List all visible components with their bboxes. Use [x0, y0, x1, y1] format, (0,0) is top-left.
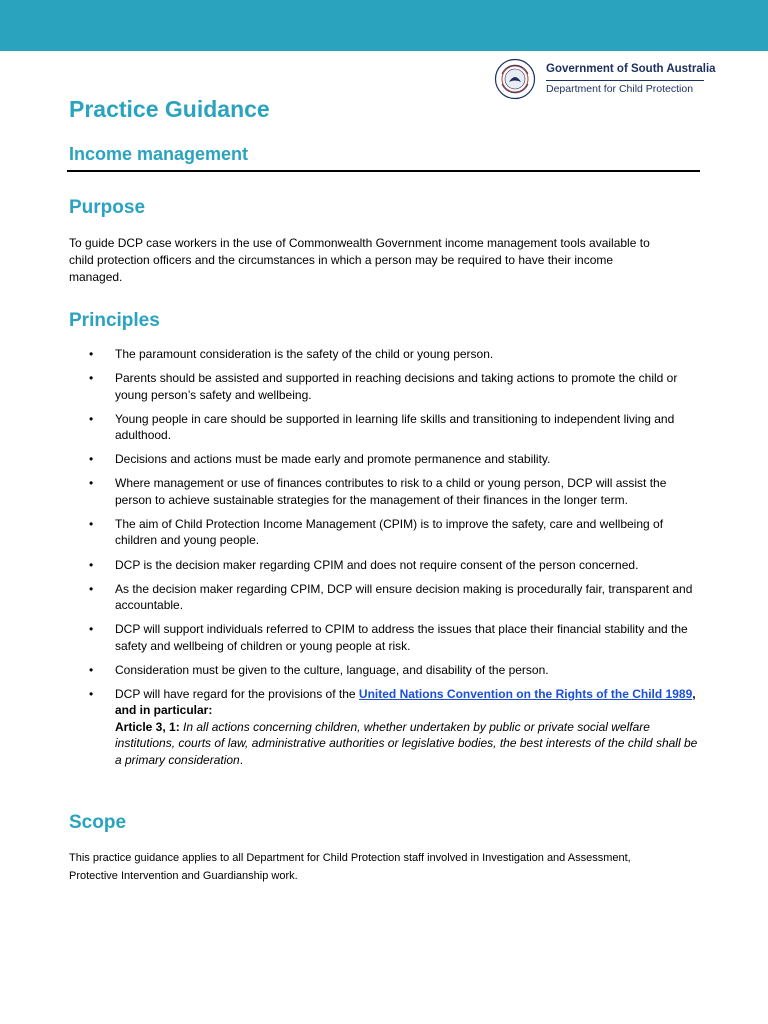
list-item-text: As the decision maker regarding CPIM, DCP will ensure decision making is procedurally fair, transparent and accountable.	[115, 581, 693, 613]
list-item-text: Where management or use of finances contributes to risk to a child or young person, DCP will assist the person to achieve sustainable strategies for the management of their finances in the longer term.	[115, 476, 667, 507]
list-item	[69, 475, 701, 508]
list-item-convention	[69, 686, 701, 769]
list-item	[69, 557, 701, 574]
list-item	[69, 621, 701, 654]
bullet-icon: •	[89, 662, 94, 677]
bullet-icon: •	[89, 411, 94, 426]
logo-divider	[546, 80, 704, 81]
list-item	[69, 346, 701, 363]
convention-suffix: , and in particular:	[115, 686, 696, 718]
convention-prefix: DCP will have regard for the provisions of the	[115, 686, 359, 701]
bullet-icon: •	[89, 557, 94, 572]
scope-heading: Scope	[69, 812, 127, 833]
list-item-text: The paramount consideration is the safety of the child or young person.	[115, 347, 494, 361]
principles-list	[69, 346, 701, 776]
bullet-icon: •	[89, 622, 94, 637]
list-item-text: The aim of Child Protection Income Management (CPIM) is to improve the safety, care and wellbeing of children and young people.	[115, 516, 664, 548]
list-item	[69, 411, 701, 444]
list-item-text: Parents should be assisted and supported in reaching decisions and taking actions to promote the child or young person’s safety and wellbeing.	[115, 371, 678, 402]
list-item-text: DCP is the decision maker regarding CPIM and does not require consent of the person concerned.	[115, 557, 639, 572]
list-item-text: DCP will support individuals referred to CPIM to address the issues that place their financial stability and the safety and wellbeing of children or young people at risk.	[115, 622, 688, 653]
government-name: Government of South Australia	[546, 63, 716, 75]
article-label: Article 3, 1:	[115, 719, 184, 734]
government-logo	[494, 58, 716, 100]
list-item-text: Decisions and actions must be made early and promote permanence and stability.	[115, 452, 551, 467]
bullet-icon: •	[89, 476, 94, 491]
page-title: Practice Guidance	[69, 96, 270, 122]
purpose-text: To guide DCP case workers in the use of Commonwealth Government income management tools available to child protection officers and the circumstances in which a person may be required to have their income managed.	[69, 236, 650, 284]
list-item	[69, 370, 701, 403]
list-item-text: Young people in care should be supported in learning life skills and transitioning to independent living and adulthood.	[115, 411, 675, 443]
bullet-icon: •	[89, 371, 94, 386]
department-name: Department for Child Protection	[546, 82, 694, 95]
list-item	[69, 451, 701, 468]
purpose-heading: Purpose	[69, 197, 146, 218]
list-item	[69, 516, 701, 549]
page-subtitle: Income management	[69, 144, 249, 164]
scope-text: This practice guidance applies to all Department for Child Protection staff involved in Investigation and Assessment, Protective Intervention and Guardianship work.	[69, 852, 631, 882]
bullet-icon: •	[89, 686, 94, 701]
list-item-text: Consideration must be given to the culture, language, and disability of the person.	[115, 662, 549, 677]
article-end: .	[239, 752, 244, 767]
header-band	[0, 0, 768, 51]
list-item	[69, 581, 701, 614]
article-text: In all actions concerning children, whether undertaken by public or private social welfare institutions, courts of law, administrative authorities or legislative bodies, the best interests of the child shall be a primary consideration	[115, 719, 698, 767]
list-item	[69, 662, 701, 679]
bullet-icon: •	[89, 516, 94, 531]
seal-icon	[494, 58, 536, 100]
title-divider	[67, 170, 700, 172]
bullet-icon: •	[89, 581, 94, 596]
bullet-icon: •	[89, 452, 94, 467]
principles-heading: Principles	[69, 310, 160, 331]
un-convention-link[interactable]: United Nations Convention on the Rights of the Child 1989	[358, 686, 693, 701]
bullet-icon: •	[89, 347, 94, 361]
